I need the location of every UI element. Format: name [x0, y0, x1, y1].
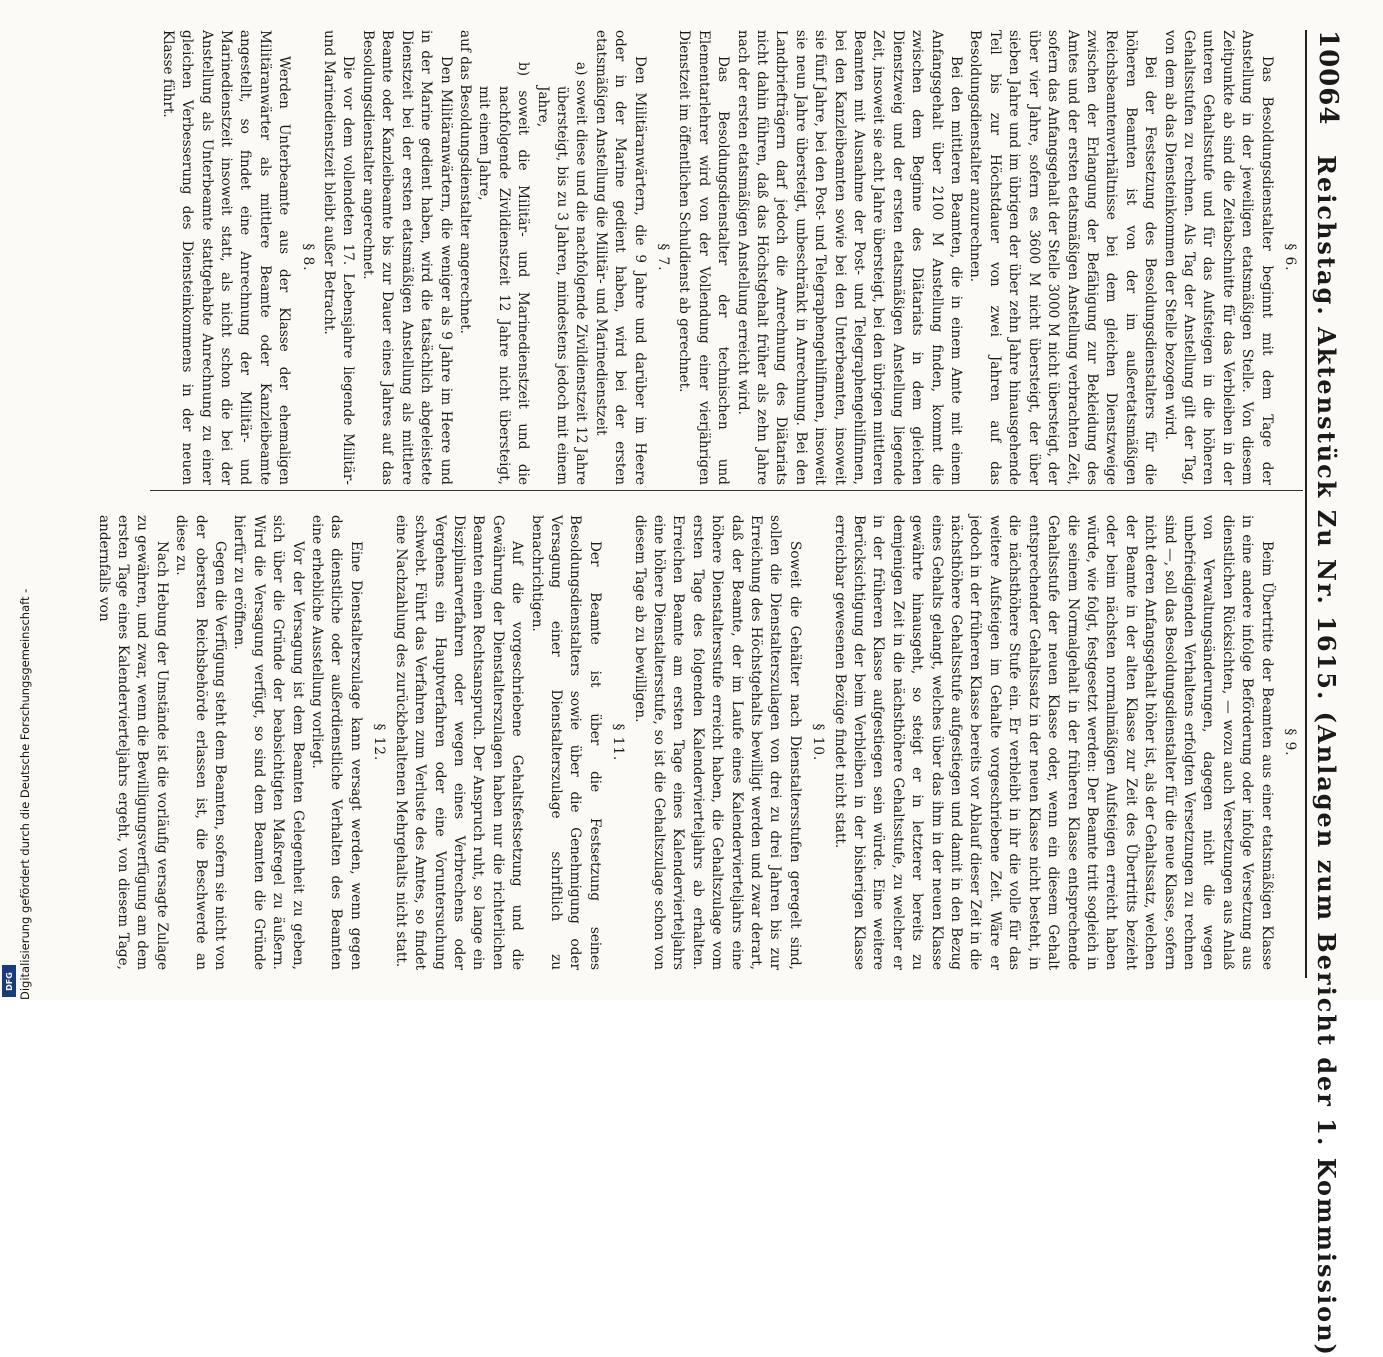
- paragraph: Das Besoldungsdienstalter der technischen und Elementarlehrer wird von der Vollendung einer vierjährigen Dienstzeit im öffentlichen Schuldienst ab gerechnet.: [676, 30, 732, 485]
- paragraph: auf das Besoldungsdienstalter angerechnet.: [456, 30, 473, 334]
- section-heading: § 10.: [810, 723, 827, 762]
- column-divider: [150, 490, 1303, 491]
- running-title: Reichstag. Aktenstück Zu Nr. 1615. (Anlagen zum Bericht der 1. Kommission): [1312, 155, 1341, 1357]
- paragraph: Vor der Versagung ist dem Beamten Gelegenheit zu geben, sich über die Gründe der beabsichtigten Maßregel zu äußern. Wird die Versagung verfügt, so sind dem Beamten die Gründe hierfür zu eröffnen.: [231, 515, 306, 970]
- paragraph: Den Militäranwärtern, die weniger als 9 Jahre im Heere und in der Marine gedient haben, wird die tatsächlich abgeleistete Dienstzeit bei der ersten etatsmäßigen Anstellung als mittlere Beamte oder Kanzleibeamte bis zur Dauer eines Jahres auf das Besoldungsdienstalter angerechnet.: [359, 30, 454, 485]
- header-rule: [1305, 30, 1307, 978]
- paragraph: Bei den mittleren Beamten, die in einem Amte mit einem Anfangsgehalt über 2100 M Anstellung finden, kommt die zwischen dem Beginne des Diätariats in dem gleichen Dienstzweig und der ersten etatsmäßigen Anstellung liegende Zeit, insoweit sie acht Jahre übersteigt, bei den übrigen mittleren Beamten mit Ausnahme der Post- und Telegraphengehilfinnen, bei den Kanzleibeamten sowie bei den Unterbeamten, insoweit sie fünf Jahre, bei den Post- und Telegraphengehilfinnen, insoweit sie neun Jahre übersteigt, unbeschränkt in Anrechnung. Bei den Landbriefträgern darf jedoch die Anrechnung des Diätariats nicht dahin führen, daß das Höchstgehalt früher als zehn Jahre nach der ersten etatsmäßigen Anstellung erreicht wird.: [734, 30, 965, 485]
- paragraph: Den Militäranwärtern, die 9 Jahre und darüber im Heere oder in der Marine gedient haben, wird bei der ersten etatsmäßigen Anstellung die Militär- und Marinedienstzeit: [592, 30, 648, 485]
- page-number: 10064: [1313, 30, 1343, 126]
- paragraph: Bei der Festsetzung des Besoldungsdienstalters für die höheren Beamten ist von der im außeretatsmäßigen Reichsbeamtenverhältnisse bei dem gleichen Dienstzweige zwischen der Erlangung der Befähigung zur Bekleidung des Amtes und der ersten etatsmäßigen Anstellung verbrachten Zeit, sofern das Anfangsgehalt der Stelle 3000 M nicht übersteigt, der über vier Jahre, sofern es 3600 M nicht übersteigt, der über sieben Jahre und im übrigen der über zehn Jahre hinausgehende Teil bis zur Höchstdauer von zwei Jahren auf das Besoldungsdienstalter anzurechnen.: [967, 30, 1159, 485]
- digitization-credit: Digitalisierung gefördert durch die Deutsche Forschungsgemeinschaft -: [18, 588, 32, 1000]
- paragraph: Die vor dem vollendeten 17. Lebensjahre liegende Militär- und Marinedienstzeit bleibt außer Betracht.: [321, 30, 357, 485]
- list-item: a) soweit diese und die nachfolgende Zivildienstzeit 12 Jahre übersteigt, bis zu 3 Jahren, mindestens jedoch mit einem Jahre,: [534, 62, 590, 485]
- paragraph: Auf die vorgeschriebene Gehaltsfestsetzung und die Gewährung der Dienstalterszulagen haben nur die richterlichen Beamten einen Rechtsanspruch. Der Anspruch ruht, so lange ein Disziplinarverfahren oder wegen eines Verbrechens oder Vergehens ein Hauptverfahren oder eine Voruntersuchung schwebt. Führt das Verfahren zum Verluste des Amtes, so findet eine Nachzahlung des zurückbehaltenen Mehrgehalts nicht statt.: [392, 515, 526, 970]
- section-heading: § 7.: [655, 243, 671, 272]
- paragraph: Beim Übertritte der Beamten aus einer etatsmäßigen Klasse in eine andere infolge Beförderung oder infolge Versetzung aus dienstlichen Rücksichten, — wozu auch Versetzungen aus Anlaß von Verwaltungsänderungen, dagegen nicht die wegen unbefriedigenden Verhaltens erfolgten Versetzungen zu rechnen sind —, soll das Besoldungsdienstalter für die neue Klasse, sofern nicht deren Anfangsgehalt höher ist, als der Gehaltssatz, welchen der Beamte in der alten Klasse zur Zeit des Übertritts bezieht oder beim nächsten normalmäßigen Aufsteigen erreicht haben würde, wie folgt, festgesetzt werden: Der Beamte tritt sogleich in die seinem Normalgehalt in der früheren Klasse entsprechende Gehaltsstufe der neuen Klasse oder, wenn ein diesem Gehalt entsprechender Gehaltssatz in der neuen Klasse nicht besteht, in die nächsthöhere Stufe ein. Er verbleibt in ihr die volle für das weitere Aufsteigen im Gehalte vorgeschriebene Zeit. Wäre er jedoch in der früheren Klasse bereits vor Ablauf dieser Zeit in die nächsthöhere Gehaltsstufe aufgestiegen und damit in den Bezug eines Gehalts gelangt, welches über das ihm in der neuen Klasse gewährte hinausgeht, so steigt er in letzterer bereits zu demjenigen Zeit in die nächsthöhere Gehaltsstufe, zu welcher er in der früheren Klasse aufgestiegen sein würde. Eine weitere Berücksichtigung der beim Verbleiben in der bisherigen Klasse erreichbar gewesenen Bezüge findet nicht statt.: [831, 515, 1275, 970]
- right-column: [93, 515, 1301, 970]
- page-header: [1312, 30, 1343, 1357]
- list-item: b) soweit die Militär- und Marinedienstzeit und die nachfolgende Zivildienstzeit 12 Jahre nicht übersteigt, mit einem Jahre,: [476, 62, 532, 485]
- paragraph: Nach Hebung der Umstände ist die vorläufig versagte Zulage zu gewähren, und zwar, wenn die Bewilligungsverfügung am dem ersten Tage eines Kalendervierteljahrs ergeht, von diesem Tage, andernfalls von: [95, 515, 170, 970]
- paragraph: Soweit die Gehälter nach Dienstaltersstufen geregelt sind, sollen die Dienstalterszulagen von drei zu drei Jahren bis zur Erreichung des Höchstgehalts bewilligt werden und zwar derart, daß der Beamte, der im Laufe eines Kalendervierteljahrs eine höhere Dienstaltersstufe erreicht haben, die Gehaltszulage vom ersten Tage des folgenden Kalendervierteljahrs ab erhalten. Erreichen Beamte am ersten Tage eines Kalendervierteljahrs eine höhere Dienstaltersstufe, so ist die Gehaltszulage schon von diesem Tage ab zu bewilligen.: [631, 515, 803, 970]
- dfg-logo-text: DFG: [4, 971, 14, 991]
- section-heading: § 6.: [1282, 243, 1298, 272]
- section-heading: § 9.: [1282, 728, 1298, 757]
- section-heading: § 11.: [610, 723, 627, 762]
- paragraph: Eine Dienstalterszulage kann versagt werden, wenn gegen das dienstliche oder außerdienstliche Verhalten des Beamten eine erhebliche Ausstellung vorliegt.: [309, 515, 364, 970]
- paragraph: Gegen die Verfügung steht dem Beamten, sofern sie nicht von der obersten Reichsbehörde erlassen ist, die Beschwerde an diese zu.: [173, 515, 229, 970]
- section-heading: § 12.: [371, 723, 388, 762]
- paragraph: Das Besoldungsdienstalter beginnt mit dem Tage der Anstellung in der jeweiligen etatsmäßigen Stelle. Von diesem Zeitpunkte ab sind die Zeitabschnitte für das Verbleiben in der unteren Gehaltsstufe und für das Aufsteigen in die höheren Gehaltsstufen zu rechnen. Als Tag der Anstellung gilt der Tag, von dem ab das Diensteinkommen der Stelle bezogen wird.: [1161, 30, 1275, 485]
- left-column: [157, 30, 1301, 485]
- section-heading: § 8.: [299, 243, 316, 272]
- paragraph: Der Beamte ist über die Festsetzung seines Besoldungsdienstalters sowie über die Genehmigung oder Versagung einer Dienstalterszulage schriftlich zu benachrichtigen.: [528, 515, 603, 970]
- paragraph: Werden Unterbeamte aus der Klasse der ehemaligen Militäranwärter als mittlere Beamte oder Kanzleibeamte angestellt, so findet eine Anrechnung der Militär- und Marinedienstzeit insoweit statt, als nicht schon die bei der Anstellung als Unterbeamte stattgehabte Anrechnung zu einer gleichen Verbesserung des Diensteinkommens in der neuen Klasse führt.: [159, 30, 293, 485]
- dfg-logo: [2, 965, 16, 997]
